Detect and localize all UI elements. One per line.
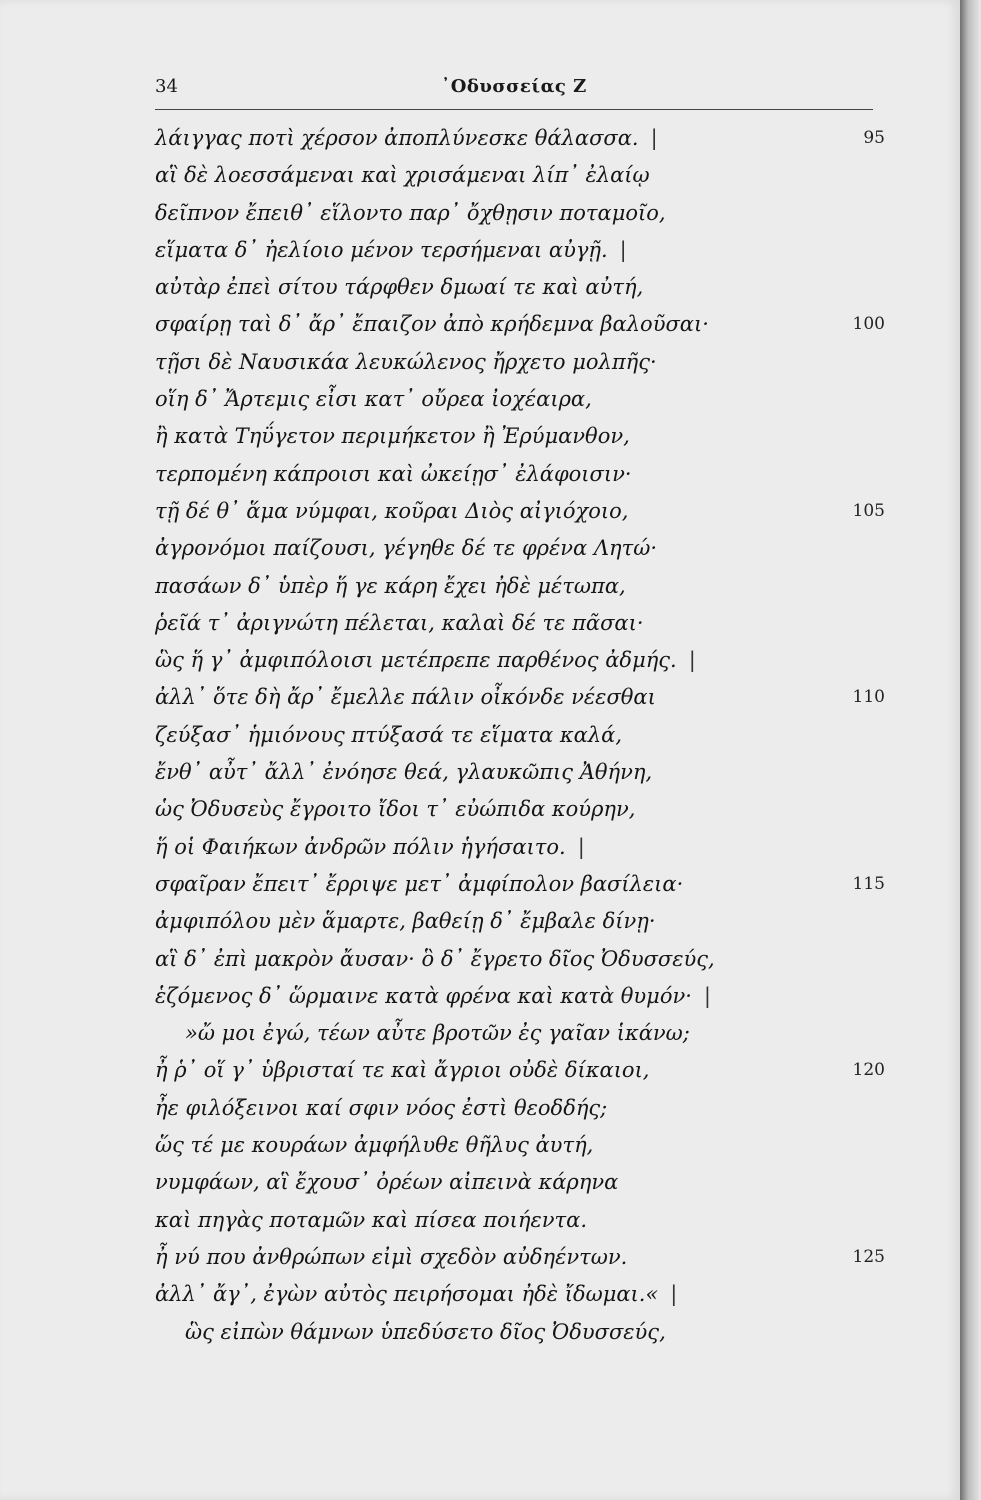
verse-text: ὣς εἰπὼν θάμνων ὑπεδύσετο δῖος Ὀδυσσεύς, bbox=[185, 1319, 666, 1344]
verse-line bbox=[155, 195, 885, 232]
verse-text: ὡς Ὀδυσεὺς ἔγροιτο ἴδοι τ᾿ εὐώπιδα κούρην, bbox=[155, 797, 636, 822]
line-number: 125 bbox=[852, 1246, 885, 1267]
verse-text: καὶ πηγὰς ποταμῶν καὶ πίσεα ποιήεντα. bbox=[155, 1207, 587, 1232]
verse-text: ἀλλ᾿ ἄγ᾿, ἐγὼν αὐτὸς πειρήσομαι ἠδὲ ἴδωμαι.« bbox=[155, 1282, 659, 1307]
caesura-mark: | bbox=[688, 648, 696, 673]
verse-line bbox=[155, 120, 885, 157]
line-number: 110 bbox=[852, 687, 885, 708]
verse-line bbox=[155, 418, 885, 455]
verse-line bbox=[155, 568, 885, 605]
verse-line bbox=[155, 941, 885, 978]
verse-text: λάιγγας ποτὶ χέρσον ἀποπλύνεσκε θάλασσα. bbox=[155, 126, 639, 150]
verse-text: ἀγρονόμοι παίζουσι, γέγηθε δέ τε φρένα Λητώ· bbox=[155, 536, 658, 561]
verse-line bbox=[155, 1276, 885, 1313]
line-number: 115 bbox=[852, 873, 885, 894]
verse-line bbox=[155, 605, 885, 642]
verse-list bbox=[155, 120, 885, 1351]
verse-text: αἳ δὲ λοεσσάμεναι καὶ χρισάμεναι λίπ᾿ ἐλαίῳ bbox=[155, 163, 650, 188]
verse-line bbox=[155, 344, 885, 381]
verse-text: σφαῖραν ἔπειτ᾿ ἔρριψε μετ᾿ ἀμφίπολον βασίλεια· bbox=[155, 871, 684, 896]
caesura-mark: | bbox=[703, 983, 711, 1008]
verse-text: εἵματα δ᾿ ἠελίοιο μένον τερσήμεναι αὐγῇ. bbox=[155, 237, 608, 262]
verse-text: ἦε φιλόξεινοι καί σφιν νόος ἐστὶ θεοδδής; bbox=[155, 1095, 608, 1120]
verse-line bbox=[155, 456, 885, 493]
verse-text: ὥς τέ με κουράων ἀμφήλυθε θῆλυς ἀυτή, bbox=[155, 1133, 594, 1158]
page-edge bbox=[960, 0, 981, 1500]
verse-line bbox=[155, 1052, 885, 1089]
verse-text: »ὤ μοι ἐγώ, τέων αὖτε βροτῶν ἐς γαῖαν ἱκάνω; bbox=[185, 1021, 690, 1046]
verse-text: ἑζόμενος δ᾿ ὥρμαινε κατὰ φρένα καὶ κατὰ θυμόν· bbox=[155, 983, 692, 1008]
verse-text: οἵη δ᾿ Ἄρτεμις εἶσι κατ᾿ οὔρεα ἰοχέαιρα, bbox=[155, 387, 592, 412]
verse-text: σφαίρῃ ταὶ δ᾿ ἄρ᾿ ἔπαιζον ἀπὸ κρήδεμνα βαλοῦσαι· bbox=[155, 312, 709, 337]
verse-line bbox=[155, 1314, 885, 1351]
verse-text: ἥ οἱ Φαιήκων ἀνδρῶν πόλιν ἡγήσαιτο. bbox=[155, 834, 566, 859]
verse-line bbox=[155, 829, 885, 866]
verse-line bbox=[155, 1202, 885, 1239]
caesura-mark: | bbox=[650, 126, 658, 150]
header-rule bbox=[155, 109, 873, 110]
verse-line bbox=[155, 1239, 885, 1276]
verse-text: ὣς ἥ γ᾿ ἀμφιπόλοισι μετέπρεπε παρθένος ἀδμής. bbox=[155, 648, 677, 673]
caesura-mark: | bbox=[577, 834, 585, 859]
verse-line bbox=[155, 269, 885, 306]
verse-line bbox=[155, 1015, 885, 1052]
verse-text: ἔνθ᾿ αὖτ᾿ ἄλλ᾿ ἐνόησε θεά, γλαυκῶπις Ἀθήνη, bbox=[155, 760, 653, 785]
verse-line bbox=[155, 642, 885, 679]
caesura-mark: | bbox=[619, 237, 627, 262]
verse-text: ζεύξασ᾿ ἡμιόνους πτύξασά τε εἵματα καλά, bbox=[155, 722, 623, 747]
verse-line bbox=[155, 1090, 885, 1127]
verse-line bbox=[155, 903, 885, 940]
verse-text: ἦ ῥ᾿ οἵ γ᾿ ὑβρισταί τε καὶ ἄγριοι οὐδὲ δίκαιοι, bbox=[155, 1058, 650, 1083]
verse-text: ἦ νύ που ἀνθρώπων εἰμὶ σχεδὸν αὐδηέντων. bbox=[155, 1244, 628, 1269]
verse-text: δεῖπνον ἔπειθ᾿ εἵλοντο παρ᾿ ὄχθῃσιν ποταμοῖο, bbox=[155, 200, 666, 225]
verse-text: νυμφάων, αἳ ἔχουσ᾿ ὀρέων αἰπεινὰ κάρηνα bbox=[155, 1170, 619, 1195]
line-number: 95 bbox=[863, 128, 885, 148]
verse-text: αὐτὰρ ἐπεὶ σίτου τάρφθεν δμωαί τε καὶ αὐτή, bbox=[155, 275, 644, 300]
verse-text: τῇσι δὲ Ναυσικάα λευκώλενος ἤρχετο μολπῆς· bbox=[155, 349, 657, 374]
verse-text: αἳ δ᾿ ἐπὶ μακρὸν ἄυσαν· ὃ δ᾿ ἔγρετο δῖος Ὀδυσσεύς, bbox=[155, 946, 715, 971]
verse-line bbox=[155, 530, 885, 567]
verse-line bbox=[155, 1127, 885, 1164]
line-number: 105 bbox=[852, 500, 885, 521]
verse-line bbox=[155, 232, 885, 269]
verse-line bbox=[155, 791, 885, 828]
verse-line bbox=[155, 717, 885, 754]
verse-line bbox=[155, 978, 885, 1015]
verse-text: τῇ δέ θ᾿ ἅμα νύμφαι, κοῦραι Διὸς αἰγιόχοιο, bbox=[155, 498, 629, 523]
verse-line bbox=[155, 381, 885, 418]
verse-line bbox=[155, 679, 885, 716]
caesura-mark: | bbox=[670, 1282, 678, 1307]
verse-text: ἢ κατὰ Τηΰγετον περιμήκετον ἢ Ἐρύμανθον, bbox=[155, 424, 630, 449]
verse-line bbox=[155, 157, 885, 194]
line-number: 100 bbox=[852, 314, 885, 335]
line-number: 120 bbox=[852, 1060, 885, 1081]
running-title: ᾿Οδυσσείας Ζ bbox=[441, 76, 587, 97]
verse-text: ἀλλ᾿ ὅτε δὴ ἄρ᾿ ἔμελλε πάλιν οἶκόνδε νέεσθαι bbox=[155, 685, 656, 710]
verse-text: ἀμφιπόλου μὲν ἅμαρτε, βαθείῃ δ᾿ ἔμβαλε δίνῃ· bbox=[155, 909, 656, 934]
verse-line bbox=[155, 306, 885, 343]
page-number: 34 bbox=[155, 76, 178, 97]
verse-text: τερπομένη κάπροισι καὶ ὠκείῃσ᾿ ἐλάφοισιν· bbox=[155, 461, 632, 486]
verse-line bbox=[155, 493, 885, 530]
verse-text: πασάων δ᾿ ὑπὲρ ἥ γε κάρη ἔχει ἠδὲ μέτωπα, bbox=[155, 573, 626, 598]
page-header bbox=[155, 76, 873, 102]
verse-line bbox=[155, 1164, 885, 1201]
verse-line bbox=[155, 866, 885, 903]
verse-text: ῥεῖά τ᾿ ἀριγνώτη πέλεται, καλαὶ δέ τε πᾶσαι· bbox=[155, 610, 644, 635]
verse-line bbox=[155, 754, 885, 791]
